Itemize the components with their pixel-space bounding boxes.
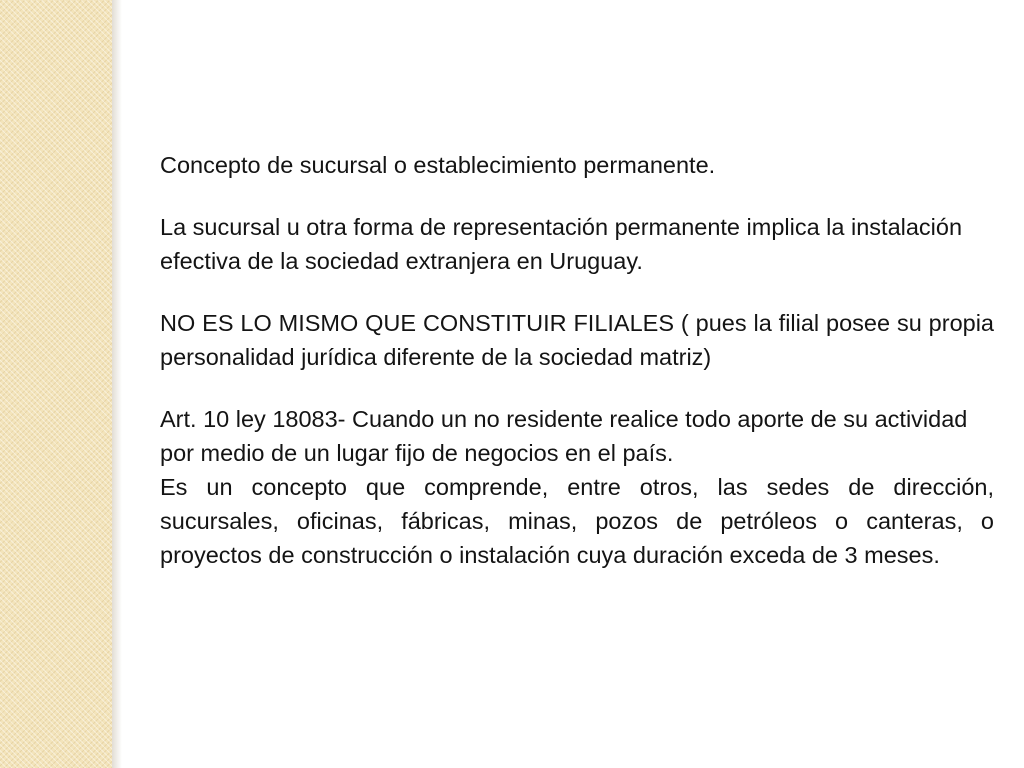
paragraph-sucursal: La sucursal u otra forma de representación permanente implica la instalación efectiva de la sociedad extranjera en Uruguay. — [160, 214, 963, 274]
spacer — [160, 278, 994, 306]
slide-content — [160, 148, 994, 572]
paragraph-filiales: NO ES LO MISMO QUE CONSTITUIR FILIALES ( pues la filial posee su propia personalidad jurídica diferente de la sociedad matriz) — [160, 310, 994, 370]
paragraph-articulo: Art. 10 ley 18083- Cuando un no residente realice todo aporte de su actividad por medio de un lugar fijo de negocios en el país. — [160, 406, 968, 466]
decorative-side-band — [0, 0, 112, 768]
side-band-shadow — [112, 0, 122, 768]
spacer — [160, 374, 994, 402]
slide-heading: Concepto de sucursal o establecimiento permanente. — [160, 152, 716, 178]
spacer — [160, 182, 994, 210]
paragraph-concepto: Es un concepto que comprende, entre otros, las sedes de dirección, sucursales, oficinas, fábricas, minas, pozos de petróleos o canteras, o proyectos de construcción o instalación cuya duración exceda de 3 meses. — [160, 474, 994, 568]
